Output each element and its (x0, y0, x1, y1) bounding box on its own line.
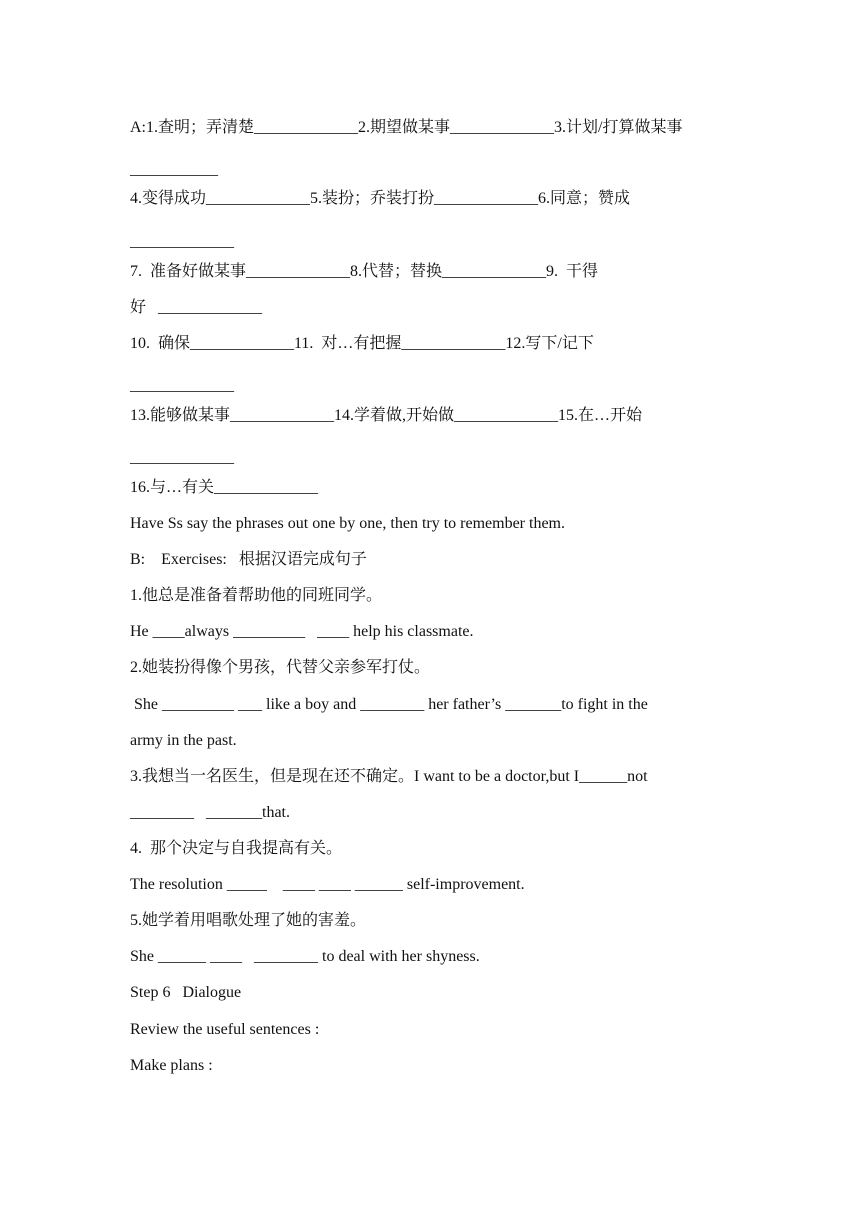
instruction-line: Have Ss say the phrases out one by one, then try to remember them. (130, 515, 565, 532)
exercise-4-chinese: 4. 那个决定与自我提高有关。 (130, 840, 343, 857)
phrase-line-2: 4.变得成功_____________5.装扮；乔装打扮_____________6.同意；赞成 (130, 190, 631, 207)
exercise-2-english: She _________ ___ like a boy and ________ her father’s _______to fight in the (130, 696, 648, 713)
phrase-line-1: A:1.查明；弄清楚_____________2.期望做某事_____________3.计划/打算做某事 (130, 119, 683, 136)
section-b-heading: B: Exercises: 根据汉语完成句子 (130, 551, 367, 568)
phrase-line-5-blank: _____________ (130, 449, 234, 466)
step-6-heading: Step 6 Dialogue (130, 984, 242, 1001)
phrase-line-4-blank: _____________ (130, 377, 234, 394)
exercise-3-line-cont: ________ _______that. (130, 804, 290, 821)
exercise-4-english: The resolution _____ ____ ____ ______ self-improvement. (130, 876, 525, 893)
exercise-3-line: 3.我想当一名医生，但是现在还不确定。I want to be a doctor,but I______not (130, 768, 648, 785)
exercise-2-english-cont: army in the past. (130, 732, 237, 749)
phrase-line-5: 13.能够做某事_____________14.学着做,开始做_____________15.在…开始 (130, 407, 643, 424)
exercise-1-english: He ____always _________ ____ help his classmate. (130, 623, 474, 640)
exercise-5-english: She ______ ____ ________ to deal with her shyness. (130, 948, 480, 965)
phrase-line-3-cont: 好 _____________ (130, 299, 263, 316)
phrase-line-4: 10. 确保_____________11. 对…有把握_____________12.写下/记下 (130, 335, 594, 352)
phrase-line-6: 16.与…有关_____________ (130, 479, 319, 496)
exercise-5-chinese: 5.她学着用唱歌处理了她的害羞。 (130, 912, 367, 929)
exercise-1-chinese: 1.他总是准备着帮助他的同班同学。 (130, 587, 383, 604)
phrase-line-2-blank: _____________ (130, 233, 234, 250)
make-plans-line: Make plans : (130, 1057, 213, 1074)
phrase-line-3: 7. 准备好做某事_____________8.代替；替换_____________9. 干得 (130, 263, 599, 280)
phrase-line-1-blank: ___________ (130, 161, 218, 178)
exercise-2-chinese: 2.她装扮得像个男孩，代替父亲参军打仗。 (130, 659, 431, 676)
review-sentences-line: Review the useful sentences : (130, 1021, 320, 1038)
